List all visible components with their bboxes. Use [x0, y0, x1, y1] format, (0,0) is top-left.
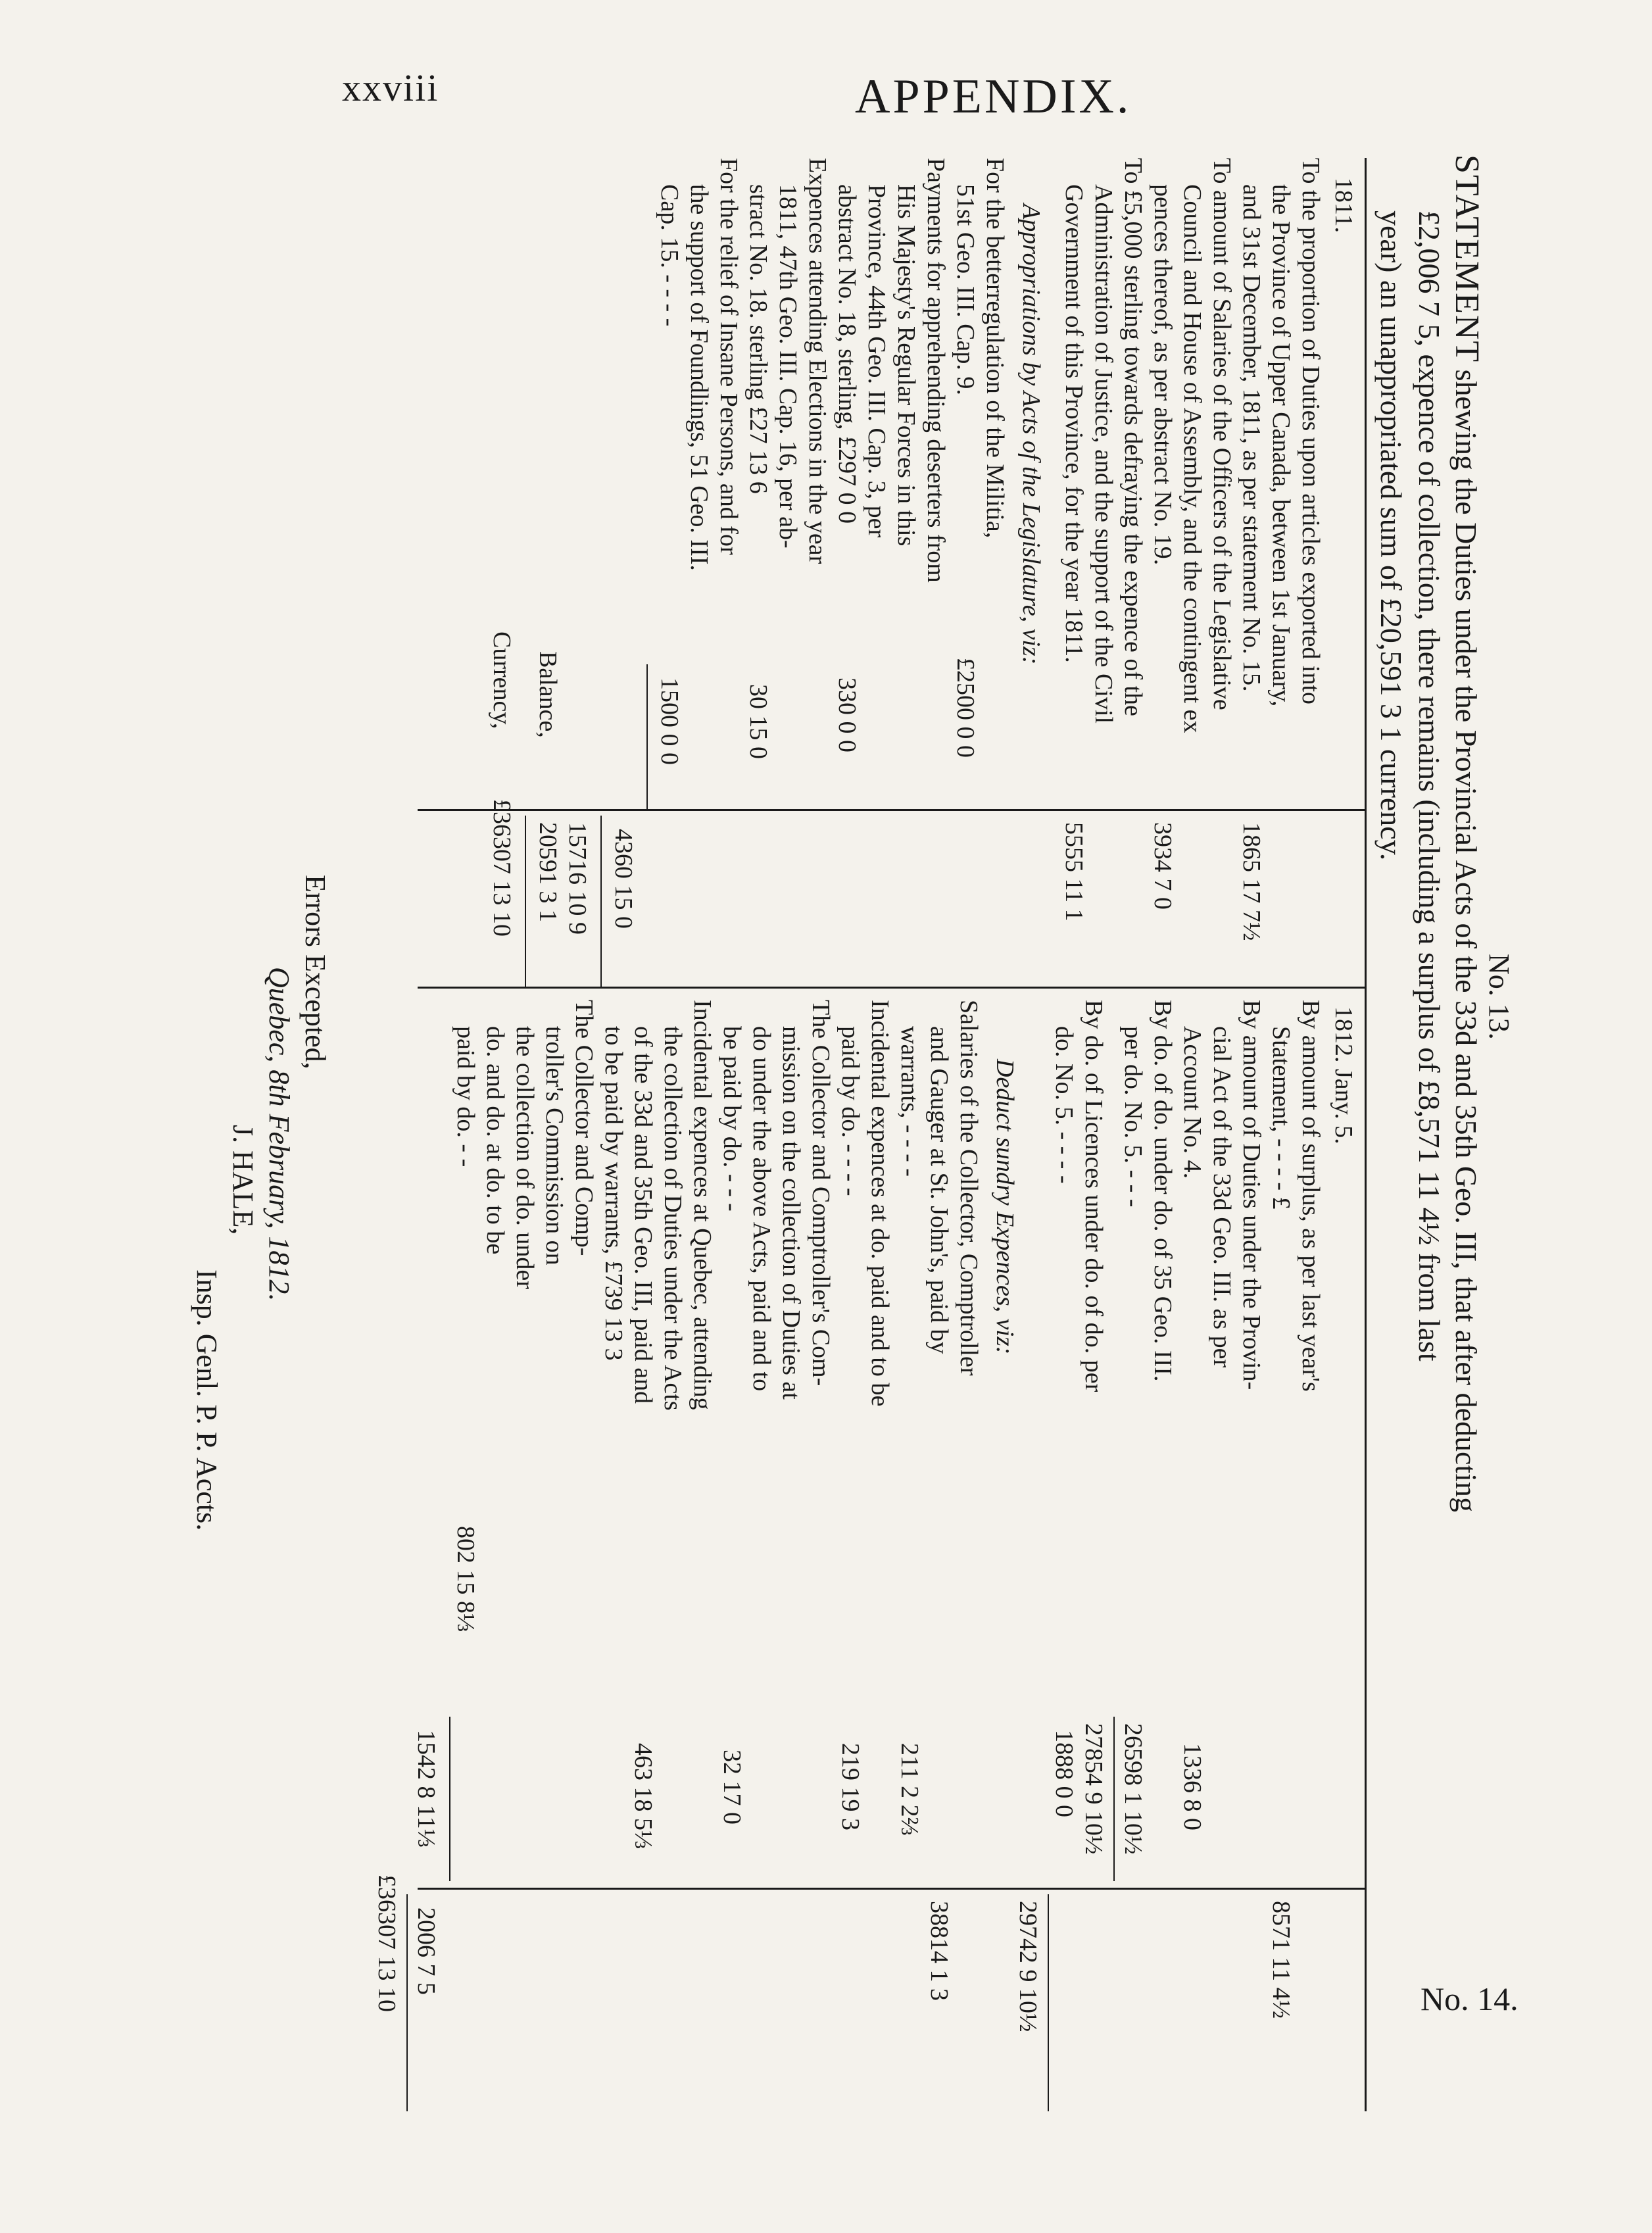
debit-text: Council and House of Assembly, and the contingent ex [1178, 184, 1206, 733]
document-number: No. 13. [1483, 954, 1515, 1040]
statement-title-text: shewing the Duties under the Provincial Acts of the 33d and 35th Geo. III, that after deducting [1449, 369, 1483, 1512]
debit-text: To £5,000 sterling towards defraying the expence of the [1119, 158, 1147, 716]
statement-table [138, 151, 1519, 2124]
appropriation-text: 51st Geo. III. Cap. 9. [952, 184, 979, 395]
credit-text: Account No. 4. [1178, 1026, 1206, 1179]
credit-currency-total: £36307 13 10 [373, 1875, 401, 2012]
debit-text: To the proportion of Duties upon articles exported into [1297, 158, 1324, 705]
signatory-name: J. HALE, [227, 1125, 259, 1235]
debit-amount: 5555 11 1 [1060, 822, 1088, 921]
deduct-text: troller's Commission on [541, 1026, 568, 1265]
deduct-amount: 211 2 2⅔ [896, 1743, 923, 1836]
deduct-text: the collection of Duties under the Acts [659, 1026, 687, 1411]
debit-amount-rule [418, 809, 1365, 811]
deduct-amount: 219 19 3 [837, 1743, 864, 1830]
deduct-total: 1542 8 11⅓ [412, 1730, 440, 1848]
appropriation-amount: £2500 0 0 [952, 658, 979, 758]
credit-text: By amount of surplus, as per last year's [1297, 1000, 1324, 1392]
credit-amount: 8571 11 4½ [1267, 1901, 1295, 2019]
page-number: xxviii [342, 66, 439, 109]
deduct-text: be paid by do. - - - [718, 1026, 746, 1212]
debit-currency-total: £36307 13 10 [488, 799, 516, 937]
appropriations-rule [646, 664, 648, 809]
appropriation-amount: 30 15 0 [744, 684, 772, 759]
debit-text: Administration of Justice, and the support of the Civil [1090, 184, 1117, 724]
appropriation-text: Expences attending Elections in the year [804, 158, 831, 564]
deduct-text: do. and do. at do. to be [481, 1026, 509, 1255]
credit-sub-amount: 26598 1 10½ [1119, 1723, 1147, 1855]
appropriation-text: stract No. 18. sterling £27 13 6 [744, 184, 772, 494]
appropriation-amount: 330 0 0 [833, 677, 861, 752]
balance-label: Balance, [534, 651, 562, 738]
credit-subtotal: 29742 9 10½ [1014, 1901, 1042, 2032]
deduct-text: Incidental expences at do. paid and to be [866, 1000, 894, 1407]
credit-sub-amount: 27854 9 10½ [1080, 1723, 1107, 1855]
deduct-text: paid by do. - - - - [837, 1026, 864, 1196]
credit-text: cial Act of the 33d Geo. III. as per [1208, 1026, 1236, 1368]
debit-text: the Province of Upper Canada, between 1st January, [1267, 184, 1295, 707]
appropriation-text: His Majesty's Regular Forces in this [892, 184, 920, 547]
debit-text: and 31st December, 1811, as per statement No. 15. [1238, 184, 1265, 692]
appropriations-total: 4360 15 0 [610, 829, 637, 929]
statement-title-line3: year) an unappropriated sum of £20,591 3 1 currency. [1374, 210, 1408, 861]
appropriation-text: 1811, 47th Geo. III. Cap. 16, per ab- [774, 184, 802, 549]
catchword: No. 14. [1421, 1980, 1518, 2017]
debit-text: To amount of Salaries of the Officers of the Legislative [1208, 158, 1236, 710]
credit-text: By do. of do. under do. of 35 Geo. III. [1149, 1000, 1177, 1382]
credit-total-rule [406, 1894, 408, 2111]
debit-subtotal: 15716 10 9 [564, 822, 591, 935]
table-top-rule [1365, 158, 1367, 2111]
appropriation-text: For the relief of Insane Persons, and for [715, 158, 742, 555]
credit-subtotal-rule [1048, 1894, 1049, 2111]
appropriation-text: Cap. 15. - - - - [656, 184, 683, 327]
debit-text: pences thereof, as per abstract No. 19. [1149, 184, 1177, 566]
credit-sub-rule [1113, 1717, 1115, 1881]
deduct-amount: 802 15 8⅓ [452, 1526, 479, 1632]
deduct-amount: 463 18 5⅓ [629, 1743, 657, 1850]
appropriation-amount: 1500 0 0 [656, 677, 683, 765]
deduct-text: paid by do. - - [452, 1026, 479, 1167]
deduct-carried: 2006 7 5 [412, 1907, 440, 1995]
credit-text: Statement, - - - - £ [1267, 1026, 1295, 1210]
debit-amount: 1865 17 7½ [1238, 822, 1265, 941]
deduct-text: The Collector and Comp- [570, 1000, 598, 1256]
deduct-text: of the 33d and 35th Geo. III, paid and [629, 1026, 657, 1404]
deduct-text: Salaries of the Collector, Comptroller [955, 1000, 983, 1376]
statement-keyword: STATEMENT [1448, 155, 1486, 364]
place-date: Quebec, 8th February, 1812. [263, 967, 295, 1302]
appropriation-text: Payments for apprehending deserters from [922, 158, 950, 583]
deduct-text: mission on the collection of Duties at [777, 1026, 805, 1400]
deduct-text: the collection of do. under [511, 1026, 539, 1289]
statement-title-line1 [1447, 155, 1486, 1512]
deduct-rule [449, 1717, 450, 1881]
statement-title-line2: £2,006 7 5, expence of collection, there remains (including a surplus of £8,571 11 4½ from last [1413, 210, 1446, 1362]
deduct-text: Incidental expences at Quebec, attending [689, 1000, 716, 1410]
appropriation-text: Province, 44th Geo. III. Cap. 3, per [863, 184, 890, 538]
deduct-amount: 32 17 0 [718, 1750, 746, 1825]
errors-excepted: Errors Excepted, [299, 875, 331, 1069]
debit-text: Government of this Province, for the year 1811. [1060, 184, 1088, 663]
credit-text: do. No. 5. - - - - [1050, 1026, 1078, 1184]
appropriation-text: For the betterregulation of the Militia, [981, 158, 1009, 539]
debit-credit-divider [418, 987, 1365, 989]
debit-total-rule [525, 816, 526, 987]
credit-amount-rule [418, 1888, 1365, 1890]
deduct-text: do under the above Acts, paid and to [748, 1026, 775, 1392]
deduct-text: The Collector and Comptroller's Com- [807, 1000, 835, 1386]
credit-sub-amount: 1336 8 0 [1178, 1743, 1206, 1830]
appropriations-heading: Appropriations by Acts of the Legislature, viz: [1017, 204, 1045, 665]
deduct-heading: Deduct sundry Expences, viz: [991, 1059, 1019, 1355]
deduct-text: and Gauger at St. John's, paid by [925, 1026, 953, 1354]
running-title: APPENDIX. [855, 70, 1132, 124]
appropriation-text: the support of Foundlings, 51 Geo. III. [685, 184, 713, 571]
debit-year: 1811. [1330, 178, 1357, 233]
appropriation-text: abstract No. 18, sterling, £297 0 0 [833, 184, 861, 524]
signatory-office: Insp. Genl. P. P. Accts. [191, 1269, 223, 1531]
credit-text: per do. No. 5. - - - [1119, 1026, 1147, 1208]
credit-text: By amount of Duties under the Provin- [1238, 1000, 1265, 1390]
debit-amount: 3934 7 0 [1149, 822, 1177, 910]
currency-label: Currency, [488, 631, 516, 729]
deduct-text: warrants, - - - - [896, 1026, 923, 1177]
debit-subtotal-rule [600, 816, 602, 987]
credit-grand-subtotal: 38814 1 3 [925, 1901, 953, 2001]
credit-sub-amount: 1888 0 0 [1050, 1730, 1078, 1817]
balance-amount: 20591 3 1 [534, 822, 562, 922]
deduct-text: to be paid by warrants, £739 13 3 [600, 1026, 627, 1361]
credit-text: By do. of Licences under do. of do. per [1080, 1000, 1107, 1392]
credit-date: 1812. Jany. 5. [1330, 1006, 1357, 1144]
